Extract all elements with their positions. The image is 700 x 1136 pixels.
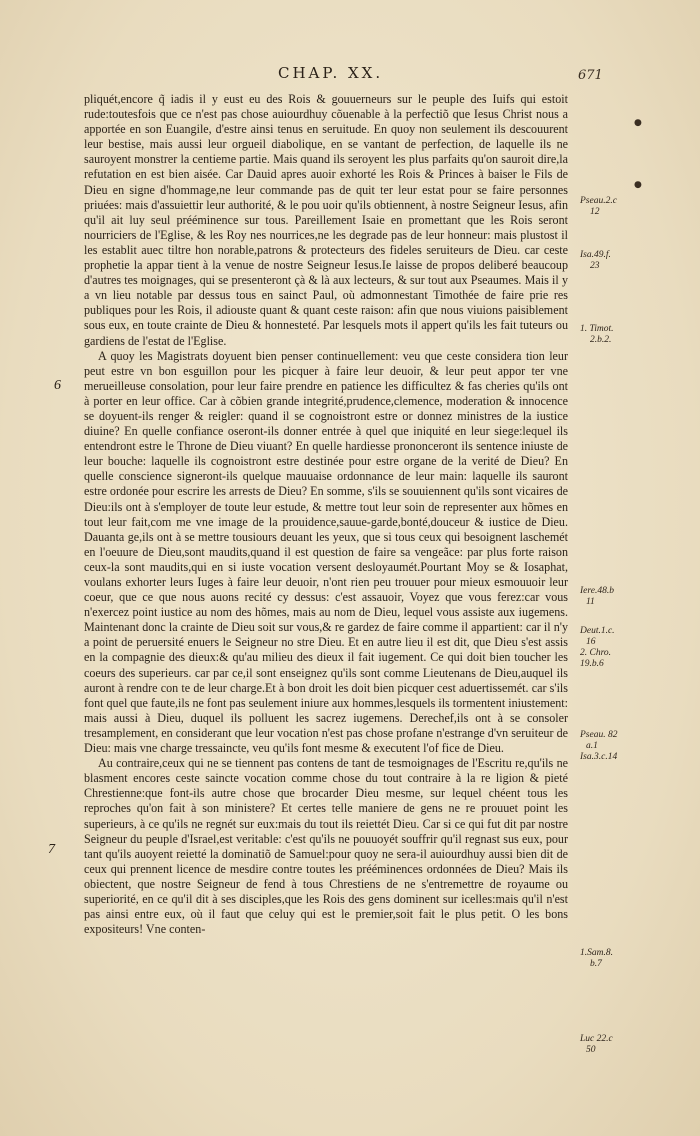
margin-note-isaiah-49: Isa.49.f. 23 [580, 250, 611, 271]
paragraph-continued: pliquét,encore q̃ iadis il y eust eu des Rois & gouuerneurs sur le peuple des Iuifs qui estoit rude:toutesfois que ce n'est pas chose auiourdhuy cõuenable à la perfectiõ que Iesus Christ nous a apportée en son Euangile, d'estre ainsi tenus en seruitude. En quoy non seulement ils descouurent leur bestise, mais aussi leur orgueil diabolique, en se vantant de perfection, de laquelle ils ne sauroyent monstrer la centieme partie. Mais quand ils seroyent les plus parfaits qu'on sauroit dire,la refutation en est bien aisée. Car Dauid apres auoir exhorté les Rois & Princes à baiser le Fils de Dieu en signe d'hommage,ne leur commande pas de quit ter leur estat pour se faire personnes priuées: mais d'assuiettir leur authorité, & le pou uoir qu'ils obtiennent, à nostre Seigneur Iesus, afin qu'il ait luy seul prééminence sur tous. Pareillement Isaie en promettant que les Rois seront nourriciers de l'Eglise, & les Roy nes nourrices,ne les degrade pas de leur honneur: mais plustost il les establit auec tiltre hon norable,patrons & protecteurs des fideles seruiteurs de Dieu. car ceste prophetie la appar tient à la venue de nostre Seigneur Iesus.Ie laisse de propos deliberé beaucoup d'autres tes moignages, qui se presenteront çà & là aux lecteurs, & sur tout aux Pseaumes. Mais il y a vn lieu notable par dessus tous en sainct Paul, où admonnestant Timothée de faire prie res publiques pour les Rois, il adiouste quant & quant ceste raison: afin que nous viuions paisiblement sous eux, en toute crainte de Dieu & honnesteté. Par lesquels mots il appert qu'ils les fait tuteurs ou gardiens de l'estat de l'Eglise. [84, 92, 568, 348]
paragraph-number-6: 6 [54, 378, 61, 393]
margin-note-deuteronomy-1: Deut.1.c. 16 2. Chro. 19.b.6 [580, 626, 615, 669]
page-number: 671 [578, 68, 603, 83]
paragraph-6: A quoy les Magistrats doyuent bien penser continuellement: veu que ceste considera tion leur peut estre vn bon esguillon pour les picquer à faire leur deuoir, & leur peut appor ter vne merueilleuse consolation, pour leur faire prendre en patience les difficultez & fas cheries qu'ils ont à porter en leur office. Car à cõbien grande integrité,prudence,clemence, moderation & innocence se doyuent-ils renger & reigler: quand il se cognoistront estre or donnez ministres de la iustice diuine? En quelle confiance oseront-ils donner entrée à quel que iniquité en leur siege:lequel ils entendront estre le Throne de Dieu viuant? En quelle hardiesse prononceront ils sentence iniuste de leur bouche: laquelle ils cognoistront estre destinée pour estre organe de la verité de Dieu? En quelle conscience signeront-ils quelque mauuaise ordonnance de leur main: laquelle ils sauront estre ordonée pour escrire les arrests de Dieu? En somme, s'ils se souuiennent qu'ils sont vicaires de Dieu:ils ont à s'employer de toute leur estude, & mettre tout leur soin de representer aux hõmes en tout leur fait,com me vne image de la prouidence,sauue-garde,bonté,douceur & iustice de Dieu. Dauanta ge,ils ont à se mettre tousiours deuant les yeux, que si tous ceux qui besoignent laschemét en l'oeuure de Dieu,sont maudits,quand il est question de faire sa vengeãce: par plus forte raison ceux-la sont maudits,qui en si iuste vocation versent desloyaumét.Pourtant Moy se & Iosaphat, voulans exhorter leurs Iuges à faire leur deuoir, n'ont rien peu trouuer pour mieux esmouuoir leur coeur, que ce que nous auons recité cy dessus: c'est assauoir, Voyez que vous ferez:car vous n'exercez point iustice au nom des hõmes, mais au nom de Dieu, lequel vous assiste aux iugemens. Maintenant donc la crainte de Dieu soit sur vous,& re gardez de faire comme il appartient: car il n'y a point de peruersité enuers le Seigneur no stre Dieu. Et en autre lieu il est dit, que Dieu s'est assis en la compagnie des dieux:& qu'au milieu des dieux il fait iugement. Ce qui doit bien toucher les coeurs des superieurs. car par ce,il sont enseignez qu'ils sont comme Lieutenans de Dieu,auquel ils auront à rendre con te de leur charge.Et à bon droit les doit bien picquer cest aduertissemét. car s'ils font quel que faute,ils ne font pas seulement iniure aux hommes,lesquels ils tormentent iniustement: mais aussi à Dieu, duquel ils polluent les sacrez iugemens. Derechef,ils ont à se consoler tresamplement, en considerant que leur vocation n'est pas chose profane n'estrange d'vn seruiteur de Dieu: mais vne charge tressaincte, veu qu'ils font mesme & executent l'of fice de Dieu. [84, 348, 568, 756]
margin-note-1-timothy: 1. Timot. 2.b.2. [580, 324, 614, 345]
body-text [84, 92, 568, 937]
margin-dot-mark: ● [634, 118, 642, 128]
paragraph-7: Au contraire,ceux qui ne se tiennent pas contens de tant de tesmoignages de l'Escritu re,qu'ils ne blasment encores ceste saincte vocation comme chose du tout contraire à la re ligion & pieté Chrestienne:que font-ils autre chose que brocarder Dieu mesme, sur lequel chéent tous les reproches qu'on fait à son ministere? Et certes telle maniere de gens ne re prouuet point les superieurs, à ce qu'ils ne regnét sur eux:mais du tout ils reiettét Dieu. Car si ce qui fut dit par nostre Seigneur du peuple d'Israel,est veritable: c'est qu'ils ne pouuoyét souffrir qu'il regnast sus eux, pour tant qu'ils auoyent reietté la dominatiõ de Samuel:pour quoy ne sera-il auiourdhuy aussi bien dit de ceux qui prennent licence de mesdire contre toutes les prééminences ordonnées de Dieu? Mais ils obiectent, que nostre Seigneur de fend à tous Chrestiens de ne s'entremettre de royaume ou superiorité, en ce qu'il dit à ses disciples,que les Rois des gens dominent sur icelles:mais qu'il n'est pas ainsi entre eux, où il faut que celuy qui est le premier,soit fait le plus petit. O les bons expositeurs! Vne conten- [84, 756, 568, 937]
margin-note-psalm-82: Pseau. 82 a.1 Isa.3.c.14 [580, 730, 618, 762]
margin-dot-mark: ● [634, 180, 642, 190]
chapter-heading: CHAP. XX. [278, 64, 384, 82]
margin-note-1-samuel-8: 1.Sam.8. b.7 [580, 948, 613, 969]
margin-note-jeremiah-48: Iere.48.b 11 [580, 586, 614, 607]
margin-note-psalm-2: Pseau.2.c 12 [580, 196, 617, 217]
paragraph-number-7: 7 [48, 842, 55, 857]
margin-note-luke-22: Luc 22.c 50 [580, 1034, 613, 1055]
running-header [0, 64, 700, 86]
